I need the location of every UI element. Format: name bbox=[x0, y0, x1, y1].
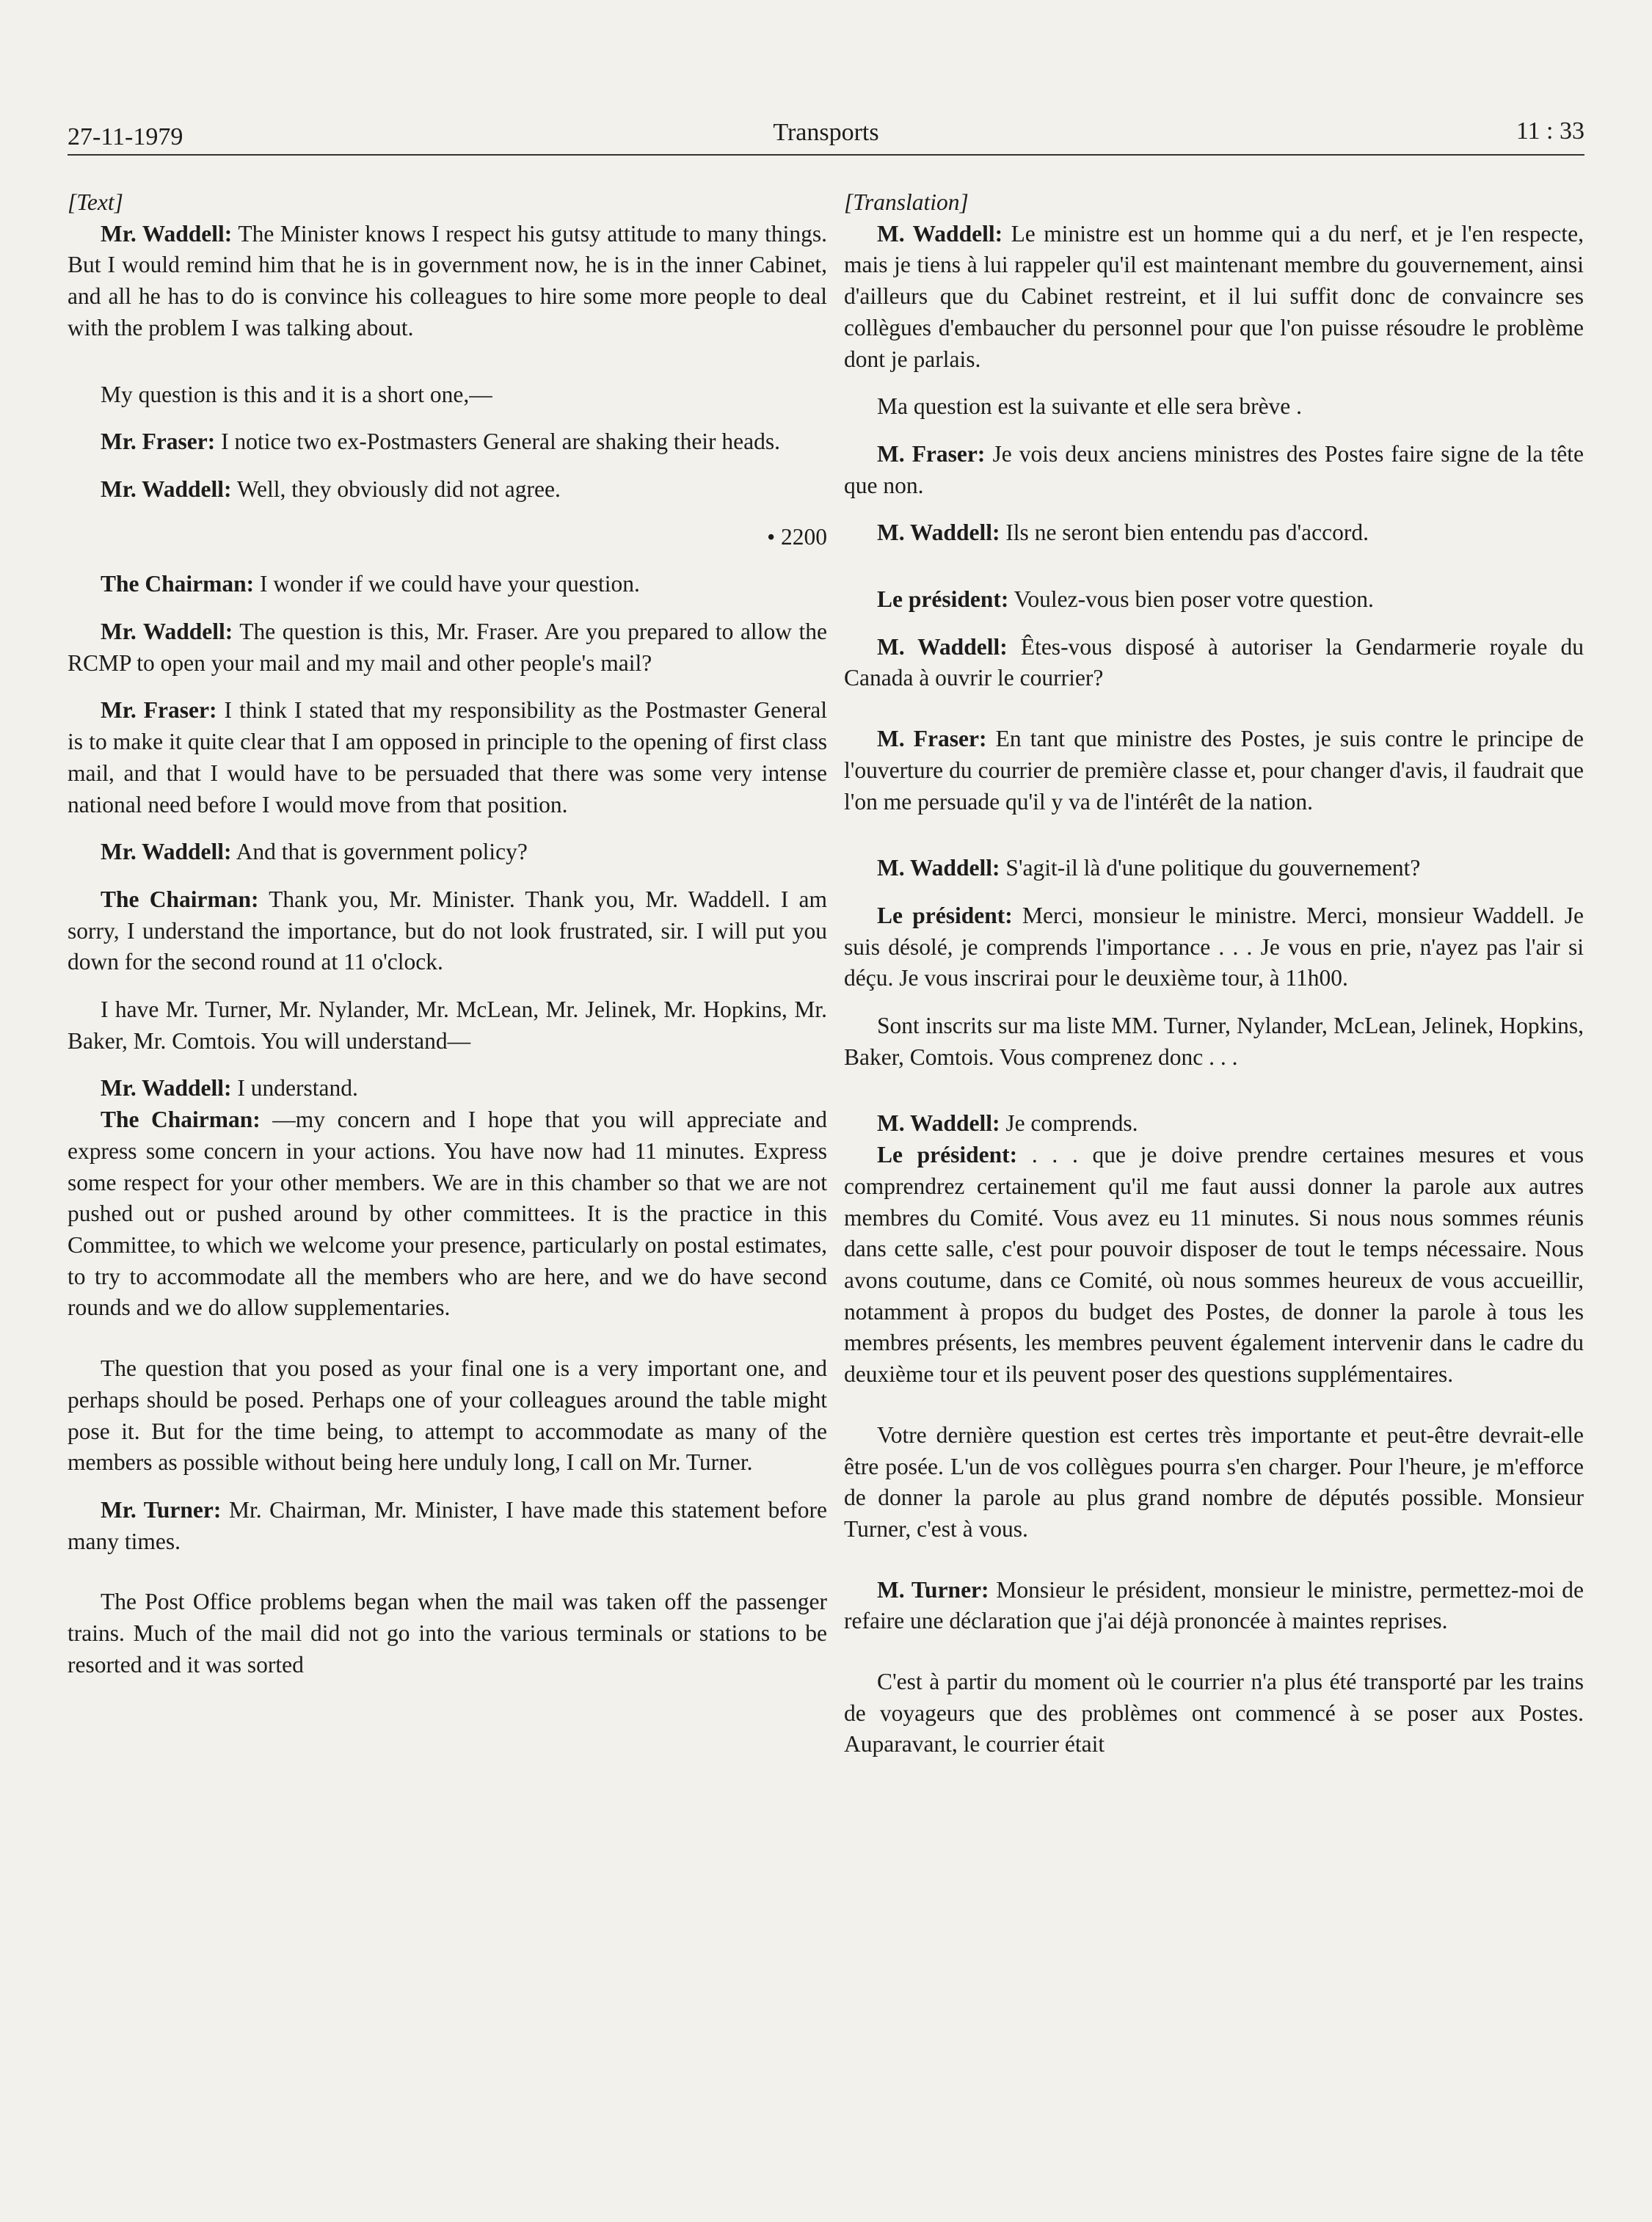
paragraph: C'est à partir du moment où le courrier n'a plus été transporté par les trains de voyageurs que des problèmes ont commencé à se poser aux Postes. Auparavant, le courrier était bbox=[844, 1669, 1584, 1757]
page-header bbox=[68, 110, 1584, 154]
speaker: Mr. Waddell: bbox=[101, 619, 233, 645]
speech: I wonder if we could have your question. bbox=[254, 571, 640, 597]
speech: Ils ne seront bien entendu pas d'accord. bbox=[1000, 520, 1369, 546]
speech: Êtes-vous disposé à autoriser la Gendarmerie royale du Canada à ouvrir le courrier? bbox=[844, 633, 1584, 691]
speech: Merci, monsieur le ministre. Merci, monsieur Waddell. Je suis désolé, je comprends l'importance . . . Je vous en prie, n'ayez pas l'air si déçu. Je vous inscrirai pour le deuxième tour, à 11h00. bbox=[844, 902, 1584, 991]
speech: And that is government policy? bbox=[231, 839, 528, 865]
speaker: The Chairman: bbox=[101, 571, 255, 597]
speech: I understand. bbox=[231, 1075, 358, 1101]
paragraph bbox=[68, 837, 827, 868]
speaker: Le président: bbox=[877, 902, 1013, 928]
speech: Monsieur le président, monsieur le ministre, permettez-moi de refaire une déclaration que j'ai déjà prononcée à maintes reprises. bbox=[844, 1576, 1584, 1634]
header-rule bbox=[68, 154, 1584, 156]
speaker: M. Waddell: bbox=[877, 220, 1003, 247]
speech: Je vois deux anciens ministres des Postes faire signe de la tête que non. bbox=[844, 440, 1584, 498]
speaker: Mr. Waddell: bbox=[101, 839, 232, 865]
text-label: [Text] bbox=[68, 189, 123, 215]
paragraph bbox=[68, 474, 827, 506]
paragraph bbox=[844, 900, 1584, 994]
speech: Mr. Chairman, Mr. Minister, I have made this statement before many times. bbox=[68, 1496, 827, 1554]
paragraph bbox=[68, 1495, 827, 1557]
speaker: M. Waddell: bbox=[877, 1110, 1000, 1137]
speaker: Mr. Fraser: bbox=[101, 429, 216, 455]
paragraph: The Post Office problems began when the mail was taken off the passenger trains. Much of the mail did not go into the various terminals or stations to be resorted and it was sorted bbox=[68, 1589, 827, 1678]
french-column bbox=[844, 187, 1584, 1760]
speaker: M. Turner: bbox=[877, 1576, 989, 1603]
paragraph bbox=[68, 219, 827, 344]
paragraph bbox=[844, 632, 1584, 694]
paragraph bbox=[844, 1140, 1584, 1391]
time-marker: • 2200 bbox=[767, 523, 827, 550]
speech: En tant que ministre des Postes, je suis contre le principe de l'ouverture du courrier de première classe et, pour changer d'avis, il faudrait que l'on me persuade qu'il y va de l'intérêt de la nation. bbox=[844, 726, 1584, 815]
header-date: 27-11-1979 bbox=[68, 123, 183, 150]
paragraph bbox=[68, 1104, 827, 1324]
speaker: The Chairman: bbox=[101, 886, 259, 912]
speaker: M. Fraser: bbox=[877, 726, 987, 752]
speaker: Le président: bbox=[877, 1142, 1018, 1168]
speech: Je comprends. bbox=[1000, 1110, 1138, 1137]
speaker: M. Waddell: bbox=[877, 633, 1008, 660]
paragraph: My question is this and it is a short one,— bbox=[101, 381, 492, 407]
speaker: M. Fraser: bbox=[877, 440, 986, 467]
translation-label: [Translation] bbox=[844, 189, 969, 215]
paragraph bbox=[68, 884, 827, 978]
paragraph: The question that you posed as your final one is a very important one, and perhaps should be posed. Perhaps one of your colleagues around the table might pose it. But for the time being, to attempt to accommodate as many of the members as possible without being here unduly long, I call on Mr. Turner. bbox=[68, 1355, 827, 1476]
paragraph bbox=[68, 616, 827, 679]
speech: . . . que je doive prendre certaines mesures et vous comprendrez certainement qu'il me faut aussi donner la parole aux autres membres du Comité. Vous avez eu 11 minutes. Si nous nous sommes réunis dans cette salle, c'est pour pouvoir disposer de tout le temps nécessaire. Nous avons coutume, dans ce Comité, où nous sommes heureux de vous accueillir, notamment à propos du budget des Postes, de donner la parole à tous les membres présents, les membres peuvent également intervenir dans le cadre du deuxième tour et ils peuvent poser des questions supplémentaires. bbox=[844, 1142, 1584, 1388]
speaker: Mr. Fraser: bbox=[101, 697, 217, 724]
paragraph: Ma question est la suivante et elle sera brève . bbox=[877, 393, 1303, 420]
speech: I notice two ex-Postmasters General are shaking their heads. bbox=[215, 429, 781, 455]
speech: Well, they obviously did not agree. bbox=[231, 476, 561, 502]
paragraph bbox=[844, 584, 1584, 616]
speaker: M. Waddell: bbox=[877, 520, 1000, 546]
speech: Thank you, Mr. Minister. Thank you, Mr. Waddell. I am sorry, I understand the importance, but do not look frustrated, sir. I will put you down for the second round at 11 o'clock. bbox=[68, 886, 827, 975]
header-title: Transports bbox=[773, 119, 879, 146]
paragraph bbox=[68, 426, 827, 458]
paragraph bbox=[844, 853, 1584, 884]
speaker: Mr. Waddell: bbox=[101, 1075, 232, 1101]
header-page-number: 11 : 33 bbox=[1515, 117, 1584, 145]
paragraph bbox=[844, 219, 1584, 376]
speech: —my concern and I hope that you will appreciate and express some concern in your actions. You have now had 11 minutes. Express some respect for your other members. We are in this chamber so that we are not pushed out or pushed around by other committees. It is the practice in this Committee, to which we welcome your presence, particularly on postal estimates, to try to accommodate all the members who are here, and we do have second rounds and we do allow supplementaries. bbox=[68, 1107, 827, 1321]
speech: Voulez-vous bien poser votre question. bbox=[1008, 586, 1374, 613]
paragraph bbox=[844, 1108, 1584, 1140]
paragraph bbox=[844, 724, 1584, 817]
speaker: Mr. Turner: bbox=[101, 1496, 222, 1523]
paragraph bbox=[844, 1575, 1584, 1637]
paragraph bbox=[68, 1073, 827, 1104]
speech: The question is this, Mr. Fraser. Are you prepared to allow the RCMP to open your mail and my mail and other people's mail? bbox=[68, 619, 827, 676]
paragraph: Votre dernière question est certes très importante et peut-être devrait-elle être posée. L'un de vos collègues pourra s'en charger. Pour l'heure, je m'efforce de donner la parole au plus grand nombre de députés possible. Monsieur Turner, c'est à vous. bbox=[844, 1421, 1584, 1542]
paragraph: I have Mr. Turner, Mr. Nylander, Mr. McLean, Mr. Jelinek, Mr. Hopkins, Mr. Baker, Mr. Comtois. You will understand— bbox=[68, 997, 827, 1054]
speech: Le ministre est un homme qui a du nerf, et je l'en respecte, mais je tiens à lui rappeler qu'il est maintenant membre du gouvernement, ainsi d'ailleurs que du Cabinet restreint, et il lui suffit donc de convaincre ses collègues d'embaucher du personnel pour que l'on puisse résoudre le problème dont je parlais. bbox=[844, 220, 1584, 372]
speaker: M. Waddell: bbox=[877, 855, 1000, 881]
speech: I think I stated that my responsibility as the Postmaster General is to make it quite clear that I am opposed in principle to the opening of first class mail, and that I would have to be persuaded that there was some very intense national need before I would move from that position. bbox=[68, 697, 827, 817]
speaker: Mr. Waddell: bbox=[101, 220, 233, 247]
english-column bbox=[68, 187, 827, 1680]
speaker: Le président: bbox=[877, 586, 1009, 613]
speech: S'agit-il là d'une politique du gouvernement? bbox=[1000, 855, 1421, 881]
paragraph bbox=[844, 517, 1584, 549]
paragraph bbox=[68, 569, 827, 600]
paragraph: Sont inscrits sur ma liste MM. Turner, Nylander, McLean, Jelinek, Hopkins, Baker, Comtois. Vous comprenez donc . . . bbox=[844, 1013, 1584, 1070]
speech: The Minister knows I respect his gutsy attitude to many things. But I would remind him that he is in government now, he is in the inner Cabinet, and all he has to do is convince his colleagues to hire some more people to deal with the problem I was talking about. bbox=[68, 220, 828, 340]
paragraph bbox=[68, 695, 827, 820]
paragraph bbox=[844, 439, 1584, 501]
speaker: Mr. Waddell: bbox=[101, 476, 232, 502]
speaker: The Chairman: bbox=[101, 1107, 261, 1133]
